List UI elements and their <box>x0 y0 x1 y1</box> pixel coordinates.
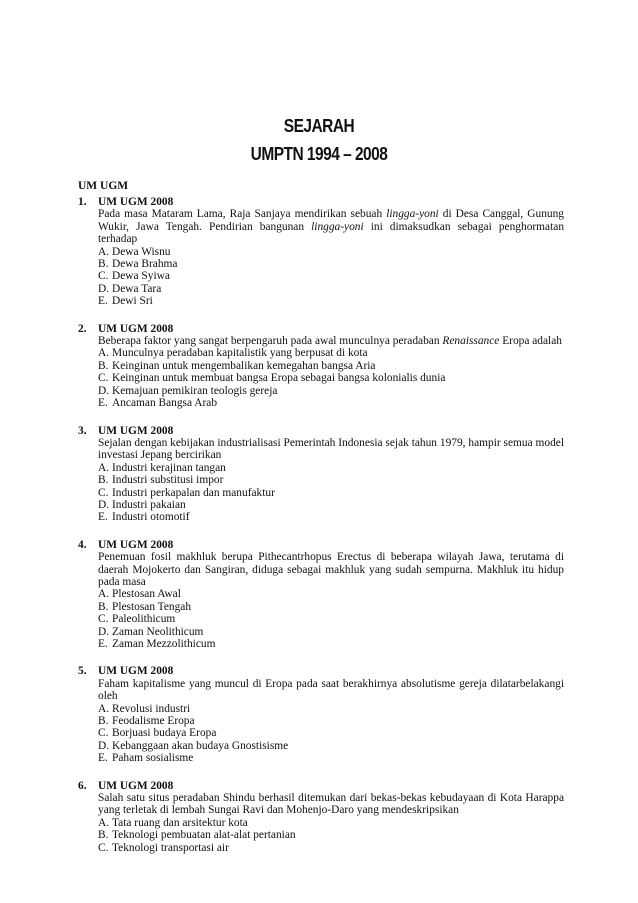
answer-option: E. Industri otomotif <box>98 511 190 524</box>
question-number: 4. <box>78 538 87 551</box>
question-item <box>78 665 564 764</box>
section-heading: UM UGM <box>78 180 129 192</box>
answer-option: E. Paham sosialisme <box>98 752 194 765</box>
question-text: Beberapa faktor yang sangat berpengaruh pada awal munculnya peradaban Renaissance Eropa adalah <box>98 335 562 348</box>
question-number: 2. <box>78 322 87 335</box>
question-number: 5. <box>78 665 87 678</box>
question-list <box>78 196 564 869</box>
answer-option: B. Plestosan Tengah <box>98 600 192 613</box>
question-item <box>78 780 564 854</box>
answer-option: A. Tata ruang dan arsitektur kota <box>98 816 248 829</box>
answer-option: C. Keinginan untuk membuat bangsa Eropa sebagai bangsa kolonialis dunia <box>98 372 446 385</box>
question-item <box>78 539 564 651</box>
question-text: Faham kapitalisme yang muncul di Eropa pada saat berakhirnya absolutisme gereja dilatarbelakangi oleh <box>98 677 564 703</box>
answer-option: A. Plestosan Awal <box>98 588 181 601</box>
answer-option: D. Kemajuan pemikiran teologis gereja <box>98 384 278 397</box>
answer-option: A. Dewa Wisnu <box>98 245 171 258</box>
document-title: SEJARAH <box>283 116 355 136</box>
answer-option: B. Keinginan untuk mengembalikan kemegahan bangsa Aria <box>98 359 376 372</box>
question-text: Pada masa Mataram Lama, Raja Sanjaya mendirikan sebuah lingga-yoni di Desa Canggal, Gunung Wukir, Jawa Tengah. Pendirian bangunan lingga-yoni ini dimaksudkan sebagai penghormatan terhadap <box>98 208 565 246</box>
answer-option: C. Dewa Syiwa <box>98 270 170 283</box>
answer-option: D. Kebanggaan akan budaya Gnostisisme <box>98 739 289 752</box>
answer-option: B. Feodalisme Eropa <box>98 715 195 728</box>
question-source: UM UGM 2008 <box>98 779 174 792</box>
answer-option: E. Zaman Mezzolithicum <box>98 638 216 650</box>
question-item <box>78 425 564 524</box>
question-text: Sejalan dengan kebijakan industrialisasi Pemerintah Indonesia sejak tahun 1979, hampir semua model investasi Jepang bercirikan <box>98 436 564 462</box>
question-source: UM UGM 2008 <box>98 322 174 335</box>
answer-option: D. Dewa Tara <box>98 282 162 295</box>
question-item <box>78 323 564 410</box>
question-text: Penemuan fosil makhluk berupa Pithecantrhopus Erectus di beberapa wilayah Jawa, terutama di daerah Mojokerto dan Sangiran, diduga sebagai makhluk yang sudah sempurna. Makhluk itu hidup pada masa <box>98 551 564 588</box>
question-source: UM UGM 2008 <box>98 196 174 208</box>
question-source: UM UGM 2008 <box>98 665 174 678</box>
question-number: 1. <box>78 196 87 208</box>
answer-option: B. Dewa Brahma <box>98 258 178 271</box>
answer-option: C. Teknologi transportasi air <box>98 841 229 854</box>
answer-option: D. Industri pakaian <box>98 498 186 511</box>
question-source: UM UGM 2008 <box>98 424 174 437</box>
document-subtitle: UMPTN 1994 – 2008 <box>250 144 388 164</box>
question-number: 6. <box>78 779 87 792</box>
question-number: 3. <box>78 424 87 437</box>
question-item <box>78 196 564 308</box>
answer-option: B. Industri substitusi impor <box>98 474 224 487</box>
question-text: Salah satu situs peradaban Shindu berhasil ditemukan dari bekas-bekas kebudayaan di Kota Harappa yang terletak di lembah Sungai Ravi dan Mohenjo-Daro yang mendeskripsikan <box>98 792 564 817</box>
answer-option: B. Teknologi pembuatan alat-alat pertanian <box>98 829 296 842</box>
answer-option: D. Zaman Neolithicum <box>98 625 204 638</box>
answer-option: C. Paleolithicum <box>98 613 176 626</box>
answer-option: A. Munculnya peradaban kapitalistik yang berpusat di kota <box>98 347 368 360</box>
answer-option: E. Dewi Sri <box>98 295 153 308</box>
answer-option: E. Ancaman Bangsa Arab <box>98 397 218 410</box>
question-source: UM UGM 2008 <box>98 538 174 551</box>
answer-option: A. Revolusi industri <box>98 702 191 715</box>
answer-option: C. Borjuasi budaya Eropa <box>98 727 217 740</box>
answer-option: C. Industri perkapalan dan manufaktur <box>98 486 275 499</box>
answer-option: A. Industri kerajinan tangan <box>98 461 226 474</box>
